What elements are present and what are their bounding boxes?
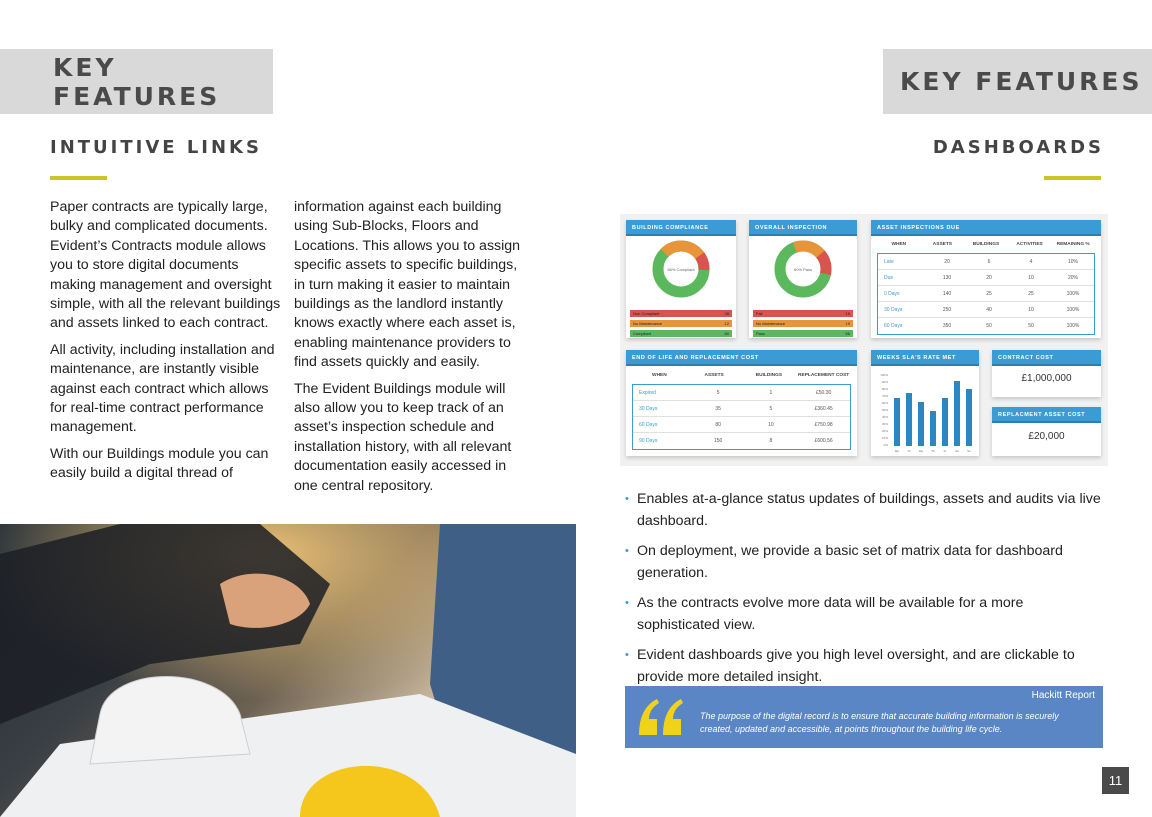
table-row[interactable]: 60 Days 350 50 50 100% <box>884 323 1080 329</box>
y-tick: 30% <box>881 422 888 426</box>
card-title: END OF LIFE AND REPLACEMENT COST <box>626 350 857 366</box>
quote-text: The purpose of the digital record is to ensure that accurate building information is securely created, updated and accessible, at points throughout the building life cycle. <box>700 711 1059 734</box>
subheading-dashboards: DASHBOARDS <box>932 137 1104 158</box>
sla-bar <box>930 411 936 446</box>
y-tick: 80% <box>881 387 888 391</box>
table-header: WHEN ASSETS BUILDINGS REPLACEMENT COST <box>652 373 850 378</box>
sla-bar <box>894 398 900 446</box>
bullet-item: • Enables at-a-glance status updates of buildings, assets and audits via live dashboard. <box>625 488 1105 532</box>
x-tick: We <box>918 449 924 453</box>
bullet-item: • As the contracts evolve more data will be available for a more sophisticated view. <box>625 592 1105 636</box>
building-compliance-card[interactable] <box>626 220 736 338</box>
sla-bar <box>942 398 948 446</box>
hackitt-quote-box <box>625 686 1103 748</box>
table-row[interactable]: Expired 5 1 £50.30 <box>633 385 850 401</box>
paragraph: Paper contracts are typically large, bulky and complicated documents. Evident’s Contracts module allows you to store digital documents making management and oversight simple, with all the relevant buildings and assets linked to each contract. <box>50 199 281 332</box>
legend-non-compliant: Non Compliant 28 <box>630 310 732 317</box>
contract-cost-value: £1,000,000 <box>1021 373 1072 384</box>
bullet-item: • Evident dashboards give you high level oversight, and are clickable to provide more detailed insight. <box>625 644 1105 688</box>
inspection-donut <box>749 236 857 306</box>
card-title: OVERALL INSPECTION RESULTS <box>749 220 857 236</box>
key-features-banner-left <box>0 49 273 114</box>
replacement-cost-value: £20,000 <box>1028 431 1065 442</box>
paragraph: information against each building using Sub-Blocks, Floors and Locations. This allows you to assign specific assets to specific buildings, in turn making it easier to maintain buildings as the landlord instantly knows exactly where each asset is, enabling maintenance providers to find assets quickly and easily. <box>294 199 521 371</box>
accent-rule <box>50 176 107 180</box>
compliance-donut <box>626 236 736 306</box>
text-column-1 <box>50 198 286 491</box>
y-tick: 60% <box>881 401 888 405</box>
sla-bar <box>966 389 972 446</box>
table-row[interactable]: 0 Days 140 25 25 100% <box>878 286 1094 302</box>
page-number: 11 <box>1102 767 1129 794</box>
legend-compliant: Compliant 60 <box>630 330 732 337</box>
x-tick: Tu <box>907 449 911 453</box>
paragraph: All activity, including installation and maintenance, are instantly visible against each contract which allows for real-time contract performance management. <box>50 341 275 436</box>
replacement-cost-card[interactable] <box>992 407 1101 456</box>
legend-no-maintenance: No Maintenance 19 <box>753 320 853 327</box>
y-tick: 50% <box>881 408 888 412</box>
accent-rule <box>1044 176 1101 180</box>
x-tick: Sa <box>955 449 959 453</box>
donut-center-label: 60% Pass <box>793 267 813 272</box>
banner-title: KEY FEATURES <box>53 52 221 111</box>
paragraph: The Evident Buildings module will also allow you to keep track of an asset’s inspection schedule and installation history, with all relevant documentation easily accessed in one central repository. <box>294 380 512 494</box>
donut-center-label: 66% Compliant <box>667 267 695 272</box>
table-row[interactable]: 30 Days 35 5 £360.45 <box>633 401 850 417</box>
y-tick: 70% <box>881 394 888 398</box>
weeks-sla-card[interactable] <box>871 350 979 456</box>
x-tick: Fr <box>943 449 947 453</box>
handshake-photo <box>0 524 576 817</box>
y-tick: 10% <box>881 436 888 440</box>
banner-title: KEY FEATURES <box>900 67 1143 96</box>
quote-source: Hackitt Report <box>1031 690 1095 701</box>
end-of-life-table <box>632 384 851 450</box>
table-row[interactable]: 30 Days 250 40 10 100% <box>878 302 1094 318</box>
y-tick: 20% <box>881 429 888 433</box>
asset-inspections-card[interactable] <box>871 220 1101 338</box>
table-row[interactable]: 90 Days 150 8 £600.56 <box>639 438 833 444</box>
sla-bar <box>918 402 924 446</box>
contract-cost-card[interactable] <box>992 350 1101 397</box>
card-title: REPLACMENT ASSET COST <box>992 407 1101 423</box>
feature-bullets <box>625 488 1105 696</box>
sla-bar-chart <box>871 366 979 454</box>
y-tick: 90% <box>881 380 888 384</box>
table-row[interactable]: Due 130 20 10 20% <box>878 270 1094 286</box>
sla-bar <box>906 393 912 446</box>
x-tick: Su <box>967 449 971 453</box>
asset-inspections-table <box>877 253 1095 335</box>
subheading-intuitive-links: INTUITIVE LINKS <box>50 137 262 158</box>
table-row[interactable]: Late 20 6 4 10% <box>878 254 1094 270</box>
legend-fail: Fail 15 <box>753 310 853 317</box>
overall-inspection-card[interactable] <box>749 220 857 338</box>
x-tick: Mo <box>894 449 900 453</box>
card-title: WEEKS SLA'S RATE MET <box>871 350 979 366</box>
text-column-2 <box>294 198 530 503</box>
card-title: CONTRACT COST <box>992 350 1101 366</box>
paragraph: With our Buildings module you can easily build a digital thread of <box>50 445 269 482</box>
quote-mark-icon <box>637 697 685 737</box>
sla-bar <box>954 381 960 446</box>
legend-no-maintenance: No Maintenance 12 <box>630 320 732 327</box>
card-title: BUILDING COMPLIANCE <box>626 220 736 236</box>
x-tick: Th <box>931 449 935 453</box>
y-tick: 100% <box>880 373 888 377</box>
legend-pass: Pass 66 <box>753 330 853 337</box>
card-title: ASSET INSPECTIONS DUE <box>871 220 1101 236</box>
y-tick: 40% <box>881 415 888 419</box>
y-tick: 0% <box>883 443 888 447</box>
table-row[interactable]: 60 Days 80 10 £750.98 <box>633 417 850 433</box>
table-header: WHEN ASSETS BUILDINGS ACTIVITIES REMAINING % <box>891 242 1090 247</box>
end-of-life-card[interactable] <box>626 350 857 456</box>
dashboard-mockup <box>620 214 1108 466</box>
key-features-banner-right <box>883 49 1152 114</box>
bullet-item: • On deployment, we provide a basic set of matrix data for dashboard generation. <box>625 540 1105 584</box>
handshake-illustration <box>0 524 576 817</box>
